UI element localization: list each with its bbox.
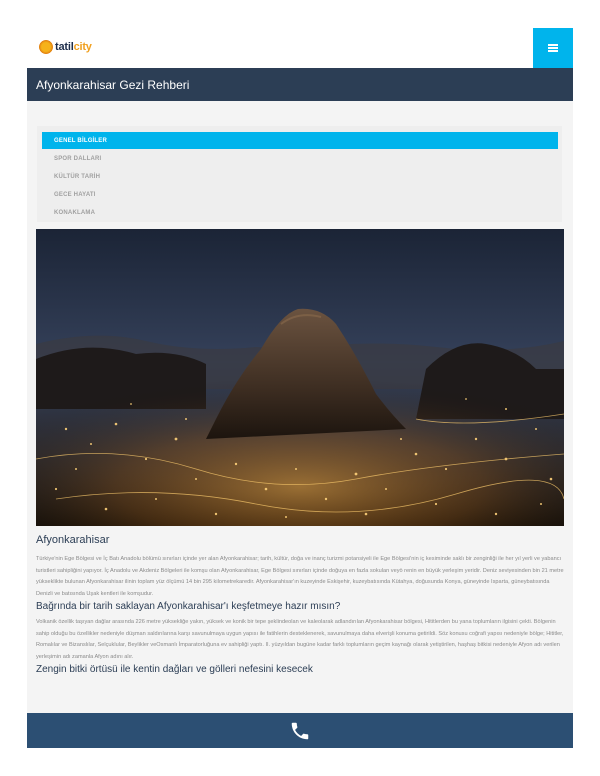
tab-konaklama[interactable]: KONAKLAMA (54, 209, 96, 216)
site-logo[interactable] (39, 38, 92, 56)
article-paragraph-1: Türkiye'nin Ege Bölgesi ve İç Batı Anadolu bölümü sınırları içinde yer alan Afyonkarahisar; tarih, kültür, doğa ve inanç turizmi potansiyeli ile Ege Bölgesi'nin iç kesiminde saklı bir zenginliği ile her yıl yerli ve yabancı turistleri sahipliğini yapıyor. İç Anadolu ve Akdeniz Bölgeleri ile komşu olan Afyonkarahisar, Ege Bölgesi sınırları içinde doğuya en fazla sokulan veyö renin en büyük yerleşim yeridir. Deniz seviyesinden bin 21 metre yükseklikte bulunan Afyonkarahisar ilinin toplam yüz ölçümü 14 bin 295 kilometrekaredir. Afyonkarahisar'ın kuzeyinde Eskişehir, kuzeybatısında Kütahya, doğusunda Konya, güneyinde Isparta, güneybatısında Denizli ve batısında Uşak kentleri ile komşudur. (36, 556, 564, 597)
menu-button[interactable] (533, 28, 573, 68)
main-content (27, 101, 573, 713)
page-title-bar (27, 68, 573, 101)
city-night-photo (36, 229, 564, 526)
hamburger-menu-icon (548, 44, 558, 52)
article-subheading-2: Zengin bitki örtüsü ile kentin dağları ve gölleri nefesini kesecek (36, 664, 313, 675)
site-header (27, 28, 573, 68)
tab-kultur-tarih[interactable]: KÜLTÜR TARİH (54, 173, 101, 180)
tab-spor-dallari[interactable]: SPOR DALLARI (54, 155, 102, 162)
logo-text: tatilcity (55, 41, 92, 53)
article-heading: Afyonkarahisar (36, 534, 110, 546)
tab-gece-hayati[interactable]: GECE HAYATI (54, 191, 96, 198)
article-paragraph-2: Volkanik özellik taşıyan dağlar arasında 226 metre yüksekliğe yakın, yüksek ve konik bir tepe şeklindeolan ve kaleolarak adlandırılan Afyonkarahisar bölgesi, Hititlerden bu yana toplumların ilgisini çekti. Bölgenin sahip olduğu bu özellikler nedeniyle düşman saldırılarına karşı savunulmaya uygun yapısı ile fatihlerin desteklenerek, savunulmaya daha elverişli konuma getirildi. Söz konusu coğrafi yapısı nedeniyle bölge; Hititler, Romalılar ve Bizanslılar, Selçuklular, Beylikler veOsmanlı İmparatorluğuna ev sahipliği yaptı. II. yüzyıldan bugüne kadar farklı toplumların geçim kaynağı olarak yetiştirilen, haşhaş bitkisi nedeniyle Afyon adı verilen yerleşimin adı zamanla Afyon adını alır. (36, 619, 564, 660)
call-button[interactable] (27, 713, 573, 748)
page-title: Afyonkarahisar Gezi Rehberi (36, 77, 190, 92)
article-subheading-1: Bağrında bir tarih saklayan Afyonkarahisar'ı keşfetmeye hazır mısın? (36, 601, 341, 612)
info-tabs (37, 126, 562, 222)
article (36, 534, 564, 680)
phone-icon (289, 720, 311, 742)
tab-genel-bilgiler[interactable]: GENEL BİLGİLER (42, 132, 558, 149)
sun-logo-icon (39, 40, 53, 54)
